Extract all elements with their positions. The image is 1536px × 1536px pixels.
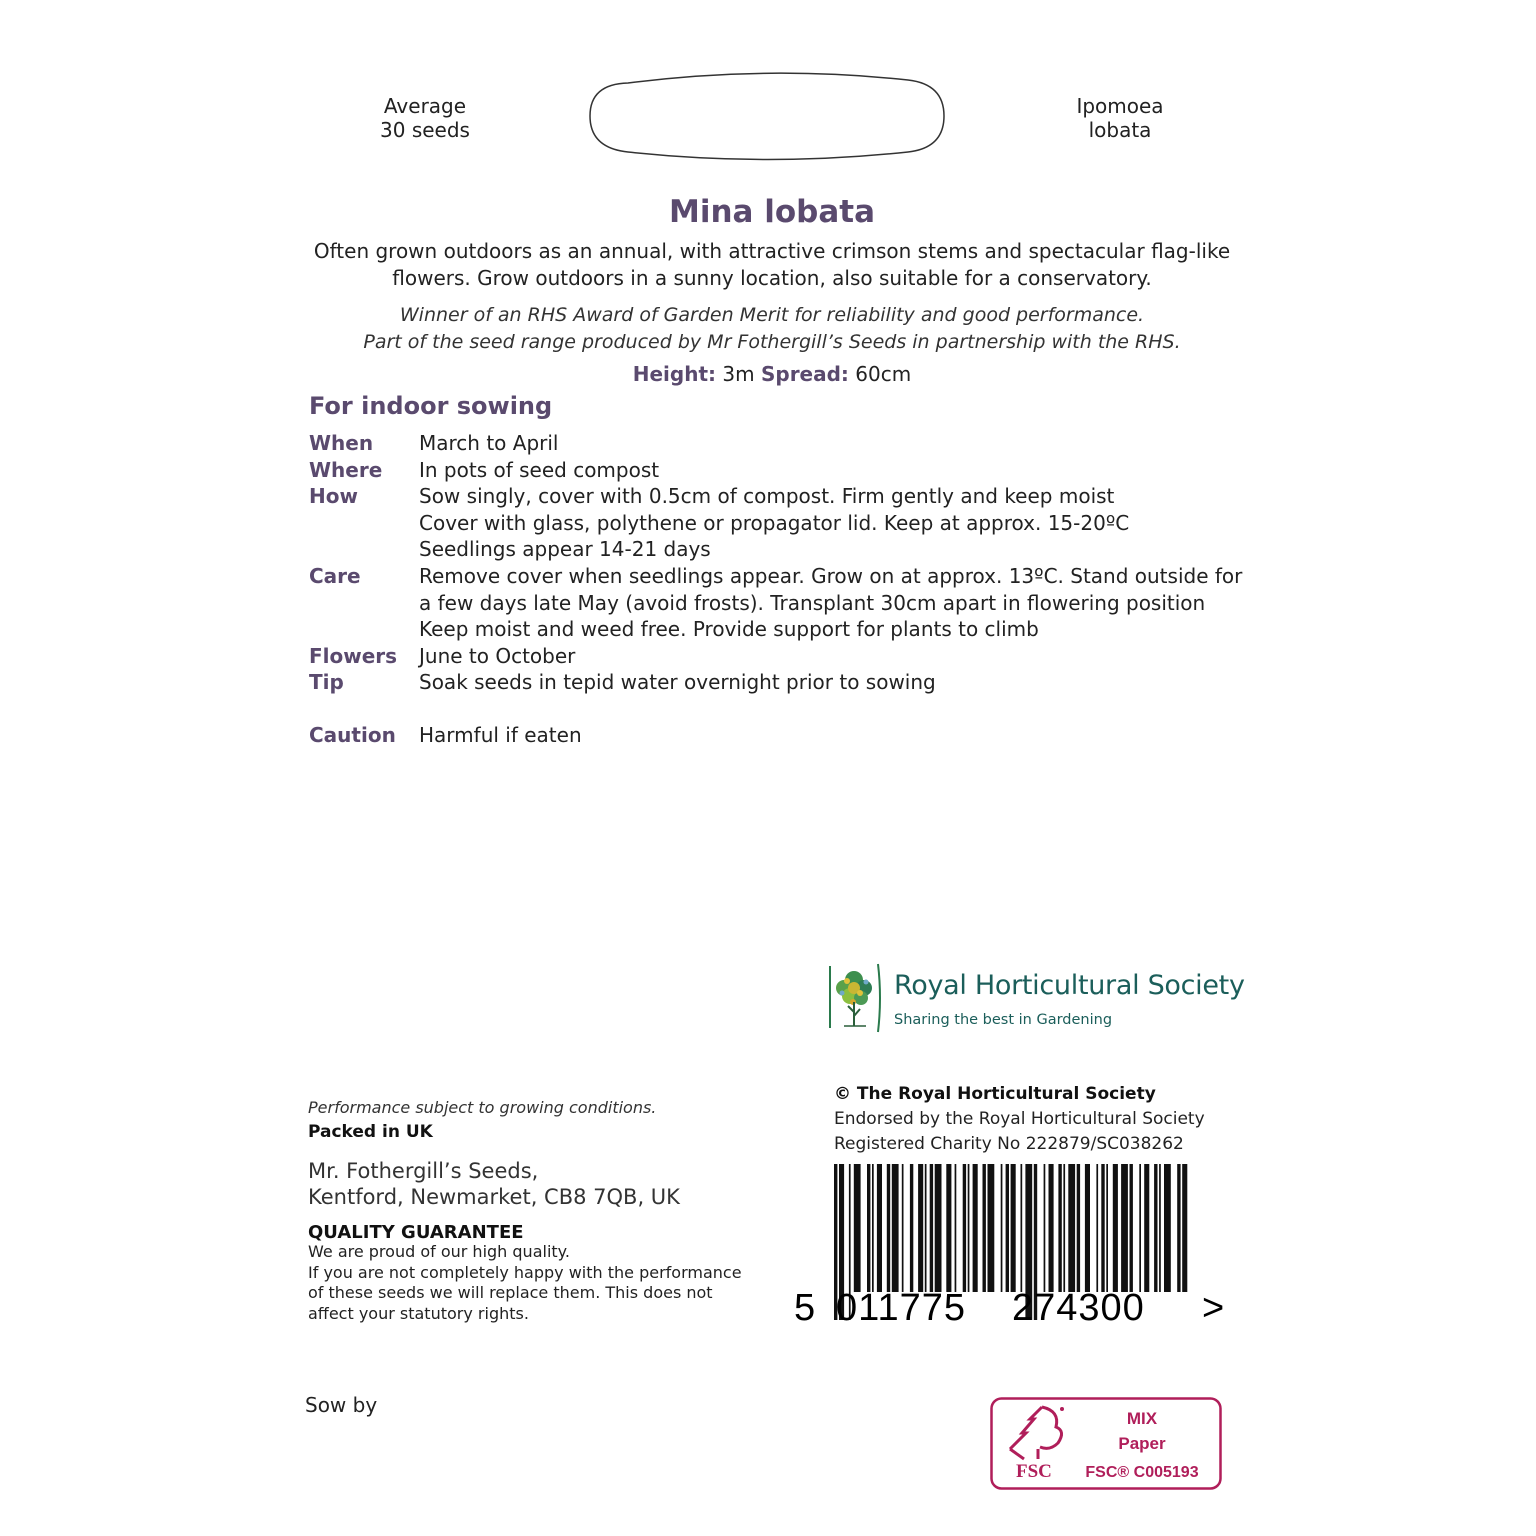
guarantee-line: We are proud of our high quality. [308,1242,570,1261]
barcode-group1: 011775 [836,1287,966,1324]
instruction-label [309,590,419,617]
barcode-bar [918,1164,923,1292]
instruction-label [309,510,419,537]
barcode-bar [925,1164,927,1292]
barcode-bar [1113,1164,1118,1292]
quality-guarantee-heading: QUALITY GUARANTEE [308,1222,524,1243]
barcode-bar [930,1164,933,1292]
charity-line: Registered Charity No 222879/SC038262 [834,1134,1184,1154]
barcode-bar [968,1164,970,1292]
barcode-bar [1159,1164,1161,1292]
spread-value: 60cm [855,362,912,386]
barcode-bar [1144,1164,1149,1292]
sowing-instructions [309,430,1249,749]
sowing-heading: For indoor sowing [309,392,553,420]
fsc-logo-text: FSC [1016,1461,1052,1482]
instruction-row [309,536,1249,563]
fsc-tree-icon [1010,1407,1062,1459]
barcode-bar [1068,1164,1075,1292]
instruction-label: Where [309,457,383,482]
barcode-bar [946,1164,951,1292]
height-value: 3m [722,362,755,386]
barcode-bar [854,1164,861,1292]
fsc-label [990,1397,1222,1490]
height-label: Height: [632,362,717,386]
instruction-row [309,510,1249,537]
barcode-bar [935,1164,942,1292]
description-line: flowers. Grow outdoors in a sunny location, also suitable for a conservatory. [392,266,1152,290]
barcode-group2: 274300 [1012,1287,1145,1324]
instruction-text: a few days late May (avoid frosts). Transplant 30cm apart in flowering position [419,590,1206,615]
barcode-bar [892,1164,899,1292]
fsc-code: FSC® C005193 [1085,1464,1199,1481]
instruction-label [309,616,419,643]
barcode-bar [1049,1164,1054,1292]
spread-label: Spread: [760,362,849,386]
fsc-paper: Paper [1118,1434,1166,1453]
plant-dimensions [310,362,1234,386]
product-title: Mina lobata [668,194,876,230]
company-address [308,1158,680,1210]
barcode-bar [1001,1164,1003,1292]
instruction-label: When [309,431,374,455]
instruction-label: How [309,484,358,509]
barcode-bar [973,1164,978,1292]
copyright-line: © The Royal Horticultural Society [834,1084,1156,1104]
description-line: Often grown outdoors as an annual, with attractive crimson stems and spectacular flag-like [313,239,1231,263]
barcode-bar [1077,1164,1080,1292]
instruction-row [309,457,1249,484]
address-line: Mr. Fothergill’s Seeds, [308,1159,539,1183]
instruction-label [309,536,419,563]
instruction-text: Seedlings appear 14-21 days [419,537,711,562]
caution-label: Caution [309,722,396,747]
rhs-name: Royal Horticultural Society [894,970,1245,1001]
instruction-text: Soak seeds in tepid water overnight prior to sowing [419,670,936,695]
rhs-copyright-block [834,1082,1205,1157]
packed-in: Packed in UK [308,1122,433,1142]
seed-quantity-line2: 30 seeds [380,118,470,142]
instruction-row [309,643,1249,670]
barcode-bar [1154,1164,1157,1292]
guarantee-line: If you are not completely happy with the performance [308,1262,742,1282]
instruction-text: March to April [419,431,559,455]
barcode-bar [1021,1164,1023,1292]
seed-quantity [340,94,510,142]
instruction-row [309,563,1249,590]
caution-text: Harmful if eaten [419,722,582,747]
barcode-bar [872,1164,874,1292]
instruction-row [309,669,1249,696]
quality-guarantee-text [308,1242,778,1324]
seed-quantity-line1: Average [383,94,467,118]
instruction-label: Flowers [309,643,398,668]
award-line: Part of the seed range produced by Mr Fothergill’s Seeds in partnership with the RHS. [363,331,1181,353]
barcode-bar [1182,1164,1187,1292]
instruction-label: Care [309,563,361,588]
barcode-bar [955,1164,957,1292]
fsc-mix: MIX [1126,1409,1158,1428]
barcode-bar [887,1164,890,1292]
barcode-bar [1085,1164,1090,1292]
instruction-text: June to October [419,643,576,668]
barcode-bar [1130,1164,1133,1292]
latin-name [1030,94,1210,142]
barcode-bar [1011,1164,1016,1292]
performance-note: Performance subject to growing conditions. [308,1098,657,1117]
barcode-bar [1044,1164,1046,1292]
award-line: Winner of an RHS Award of Garden Merit for reliability and good performance. [399,304,1145,326]
barcode-bar [877,1164,882,1292]
barcode [790,1164,1230,1324]
latin-name-line1: Ipomoea [1076,94,1164,118]
instruction-label: Tip [309,670,344,695]
barcode-bar [963,1164,966,1292]
address-line: Kentford, Newmarket, CB8 7QB, UK [308,1185,680,1209]
barcode-bar [1006,1164,1009,1292]
packet-window-shape [588,70,946,162]
instruction-text: Remove cover when seedlings appear. Grow on at approx. 13ºC. Stand outside for [419,563,1243,588]
instruction-row [309,483,1249,510]
instruction-text: In pots of seed compost [419,457,660,482]
instruction-text: Keep moist and weed free. Provide support for plants to climb [419,617,1039,642]
barcode-bar [910,1164,913,1292]
product-description [310,238,1234,292]
sow-by-label: Sow by [305,1393,378,1417]
latin-name-line2: lobata [1088,118,1152,142]
instruction-row [309,590,1249,617]
barcode-bar [1164,1164,1171,1292]
barcode-bar [1096,1164,1098,1292]
barcode-bar [1063,1164,1065,1292]
barcode-bar [1058,1164,1061,1292]
barcode-bar [1121,1164,1128,1292]
barcode-bar [1106,1164,1108,1292]
barcode-bar [1101,1164,1104,1292]
caution-row [309,722,1249,749]
barcode-end-mark: > [1202,1287,1225,1324]
barcode-bar [902,1164,904,1292]
guarantee-line: affect your statutory rights. [308,1303,529,1323]
barcode-bar [1177,1164,1180,1292]
award-text [310,302,1234,356]
barcode-bar [1139,1164,1141,1292]
instruction-row [309,616,1249,643]
instruction-row [309,430,1249,457]
rhs-tagline: Sharing the best in Gardening [894,1012,1113,1028]
barcode-bar [867,1164,870,1292]
endorsed-line: Endorsed by the Royal Horticultural Society [834,1109,1205,1129]
barcode-first-digit: 5 [794,1287,816,1324]
barcode-bar [988,1164,995,1292]
guarantee-line: of these seeds we will replace them. This does not [308,1283,713,1302]
barcode-bar [983,1164,986,1292]
instruction-text: Sow singly, cover with 0.5cm of compost. Firm gently and keep moist [419,484,1115,509]
instruction-text: Cover with glass, polythene or propagator lid. Keep at approx. 15-20ºC [419,510,1130,535]
